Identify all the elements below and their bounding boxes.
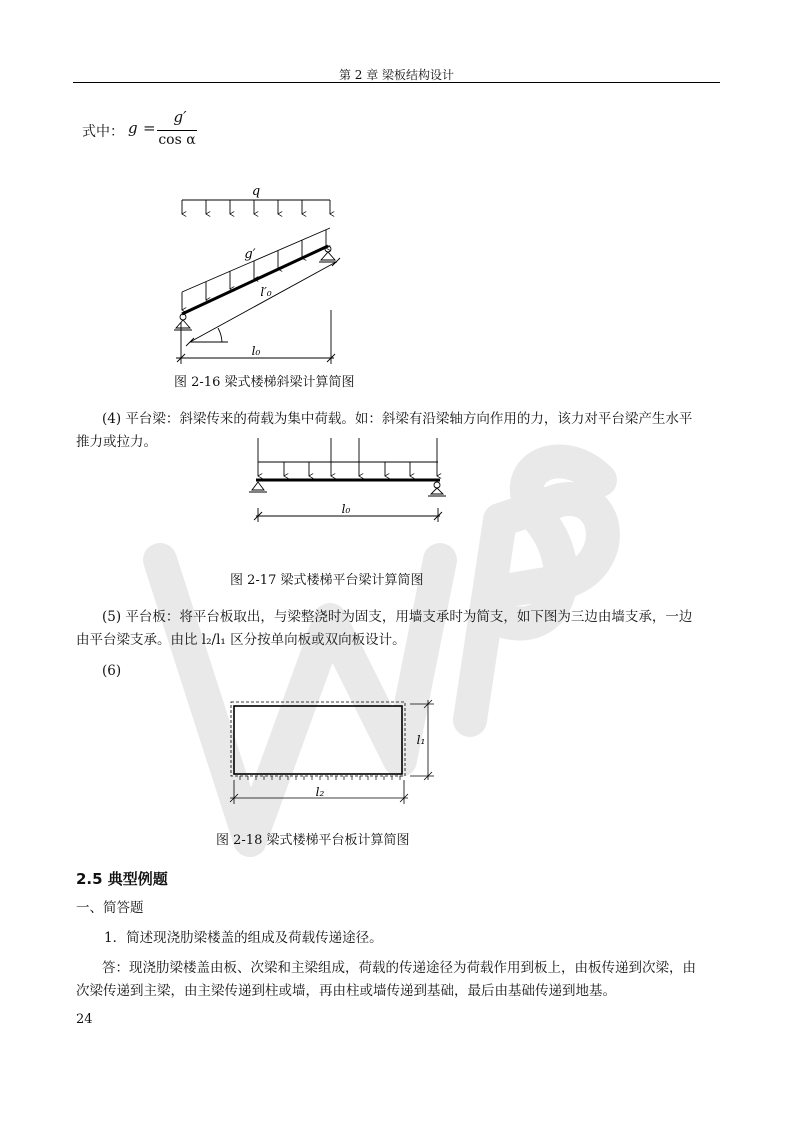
section-heading: 2.5 典型例题 [76, 870, 168, 888]
question-1: 1．简述现浇肋梁楼盖的组成及荷载传递途径。 [104, 930, 383, 946]
figure-2-16-caption: 图 2-16 梁式楼梯斜梁计算简图 [174, 375, 355, 390]
chapter-header: 第 2 章 梁板结构设计 [338, 68, 455, 82]
para-4-line-2: 推力或拉力。 [76, 434, 157, 450]
formula-numerator: g′ [173, 108, 187, 126]
formula-equals: = [143, 119, 156, 137]
para-4-line-1: (4) 平台梁：斜梁传来的荷载为集中荷载。如：斜梁有沿梁轴方向作用的力，该力对平台梁产生水平 [102, 411, 693, 427]
page-number: 24 [76, 1012, 93, 1027]
load-gprime-label: g′ [244, 247, 256, 262]
answer-1-line-1: 答：现浇肋梁楼盖由板、次梁和主梁组成，荷载的传递途径为荷载作用到板上，由板传递到次梁，由 [102, 960, 696, 976]
span-inclined-label: l′₀ [260, 285, 272, 299]
formula-lhs: g [128, 119, 138, 137]
para-5-line-1: (5) 平台板：将平台板取出，与梁整浇时为固支，用墙支承时为简支，如下图为三边由墙支承，一边 [102, 609, 693, 625]
span-horizontal-label: l₀ [251, 344, 261, 358]
part-1-heading: 一、简答题 [76, 900, 144, 916]
dim-l1-label: l₁ [416, 733, 426, 747]
para-6-label: (6) [102, 663, 122, 679]
para-5-line-2: 由平台梁支承。由比 l₂/l₁ 区分按单向板或双向板设计。 [76, 632, 406, 648]
formula-denominator: cos α [158, 132, 196, 148]
figure-2-17-caption: 图 2-17 梁式楼梯平台梁计算简图 [230, 573, 424, 588]
span-l0-label: l₀ [341, 502, 351, 516]
dim-l2-label: l₂ [315, 785, 325, 799]
figure-2-18-caption: 图 2-18 梁式楼梯平台板计算简图 [216, 833, 410, 848]
formula-intro: 式中： [82, 124, 124, 140]
load-q-label: q [251, 184, 261, 199]
answer-1-line-2: 次梁传递到主梁，由主梁传递到柱或墙，再由柱或墙传递到基础，最后由基础传递到地基。 [76, 983, 616, 999]
